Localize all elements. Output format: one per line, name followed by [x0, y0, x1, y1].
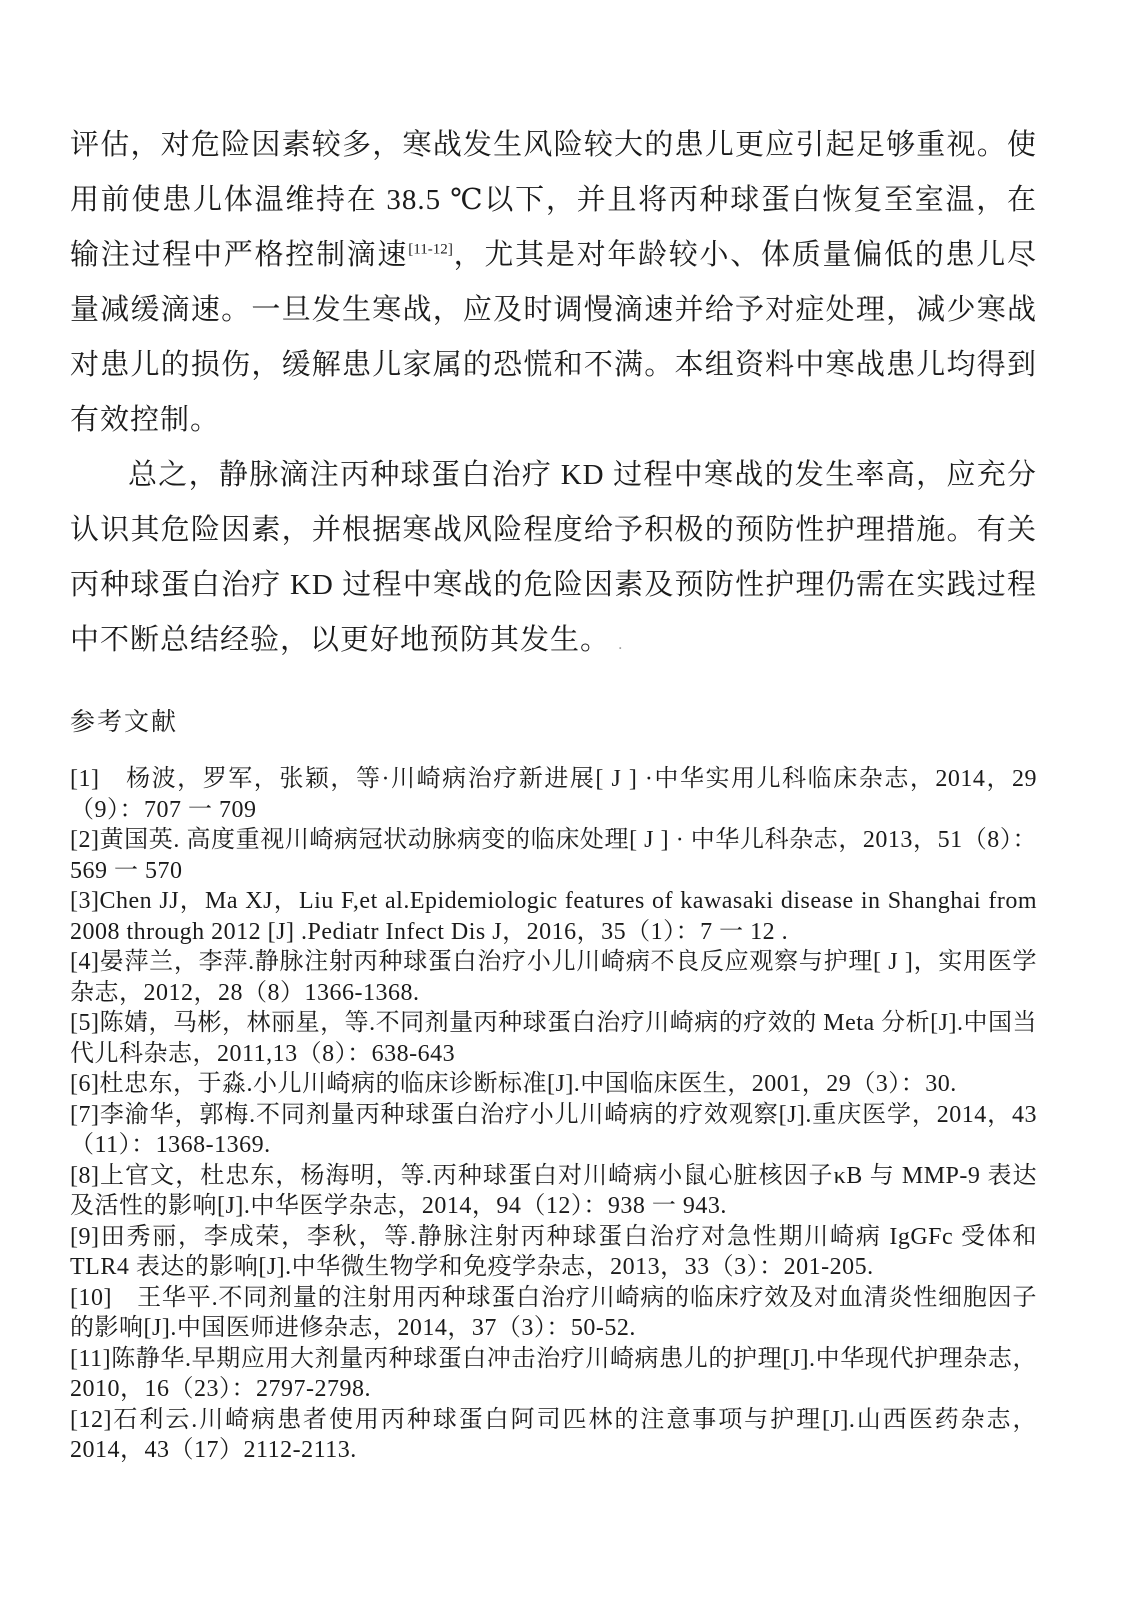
- reference-item: [3]Chen JJ，Ma XJ，Liu F,et al.Epidemiologic features of kawasaki disease in Shanghai from 2008 through 2012 [J] .Pediatr Infect Dis J，2016，35（1）：7 一 12 .: [70, 888, 1037, 945]
- paragraph-1-text-after-citation: ，尤其是对年龄较小、体质量偏低的患儿尽量减缓滴速。一旦发生寒战，应及时调慢滴速并给予对症处理，减少寒战对患儿的损伤，缓解患儿家属的恐慌和不满。本组资料中寒战患儿均得到有效控制。: [70, 239, 1037, 436]
- reference-item: [10] 王华平.不同剂量的注射用丙种球蛋白治疗川崎病的临床疗效及对血清炎性细胞因子的影响[J].中国医师进修杂志，2014，37（3）：50-52.: [70, 1284, 1037, 1341]
- paragraph-2-text: 总之，静脉滴注丙种球蛋白治疗 KD 过程中寒战的发生率高，应充分认识其危险因素，并根据寒战风险程度给予积极的预防性护理措施。有关丙种球蛋白治疗 KD 过程中寒战的危险因素及预防性护理仍需在实践过程中不断总结经验，以更好地预防其发生。: [70, 459, 1037, 656]
- reference-item: [11]陈静华.早期应用大剂量丙种球蛋白冲击治疗川崎病患儿的护理[J].中华现代护理杂志，2010，16（23）：2797-2798.: [70, 1345, 1037, 1402]
- reference-item: [9]田秀丽，李成荣，李秋，等.静脉注射丙种球蛋白治疗对急性期川崎病 IgGFc 受体和 TLR4 表达的影响[J].中华微生物学和免疫学杂志，2013，33（3）：201-205.: [70, 1223, 1037, 1280]
- reference-item: [8]上官文，杜忠东，杨海明，等.丙种球蛋白对川崎病小鼠心脏核因子κB 与 MMP-9 表达及活性的影响[J].中华医学杂志，2014，94（12）：938 一 943.: [70, 1162, 1037, 1219]
- body-paragraph-2: [70, 448, 1037, 672]
- citation-superscript-11-12: [11-12]: [408, 241, 453, 258]
- references-heading: 参考文献: [70, 709, 179, 736]
- reference-list: [70, 764, 1037, 1466]
- reference-item: [7]李渝华，郭梅.不同剂量丙种球蛋白治疗小儿川崎病的疗效观察[J].重庆医学，2014，43（11）：1368-1369.: [70, 1101, 1037, 1158]
- reference-item: [5]陈婧，马彬，林丽星，等.不同剂量丙种球蛋白治疗川崎病的疗效的 Meta 分析[J].中国当代儿科杂志，2011,13（8）：638-643: [70, 1010, 1037, 1067]
- reference-item: [6]杜忠东，于淼.小儿川崎病的临床诊断标准[J].中国临床医生，2001，29（3）：30.: [70, 1071, 957, 1097]
- stray-trailing-mark: .: [618, 636, 623, 653]
- body-paragraph-1: [70, 118, 1037, 448]
- reference-item: [12]石利云.川崎病患者使用丙种球蛋白阿司匹林的注意事项与护理[J].山西医药杂志，2014，43（17）2112-2113.: [70, 1406, 1037, 1463]
- paragraph-1-text-before-citation: 评估，对危险因素较多，寒战发生风险较大的患儿更应引起足够重视。使用前使患儿体温维持在 38.5 ℃以下，并且将丙种球蛋白恢复至室温，在输注过程中严格控制滴速: [70, 129, 1037, 271]
- reference-item: [4]晏萍兰，李萍.静脉注射丙种球蛋白治疗小儿川崎病不良反应观察与护理[ J ]，实用医学杂志，2012，28（8）1366-1368.: [70, 949, 1037, 1006]
- body-text-section: [70, 118, 1037, 672]
- reference-item: [1] 杨波，罗军，张颖，等·川崎病治疗新进展[ J ] ·中华实用儿科临床杂志，2014，29（9）：707 一 709: [70, 766, 1037, 823]
- reference-item: [2]黄国英. 高度重视川崎病冠状动脉病变的临床处理[ J ] · 中华儿科杂志，2013，51（8）：569 一 570: [70, 827, 1037, 884]
